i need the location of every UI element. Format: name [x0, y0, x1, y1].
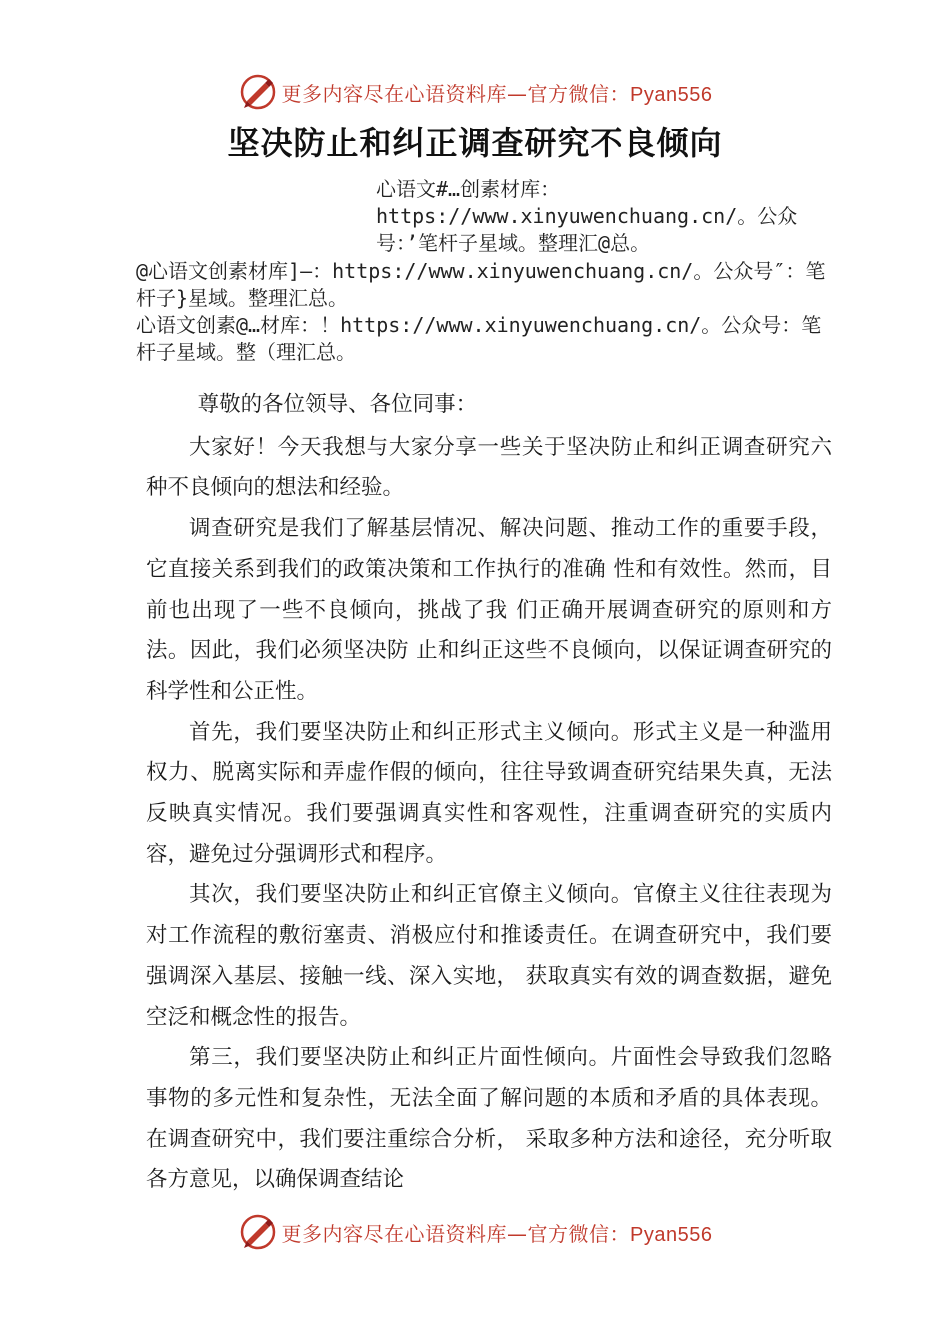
header-banner: [0, 72, 950, 112]
source-note: @心语文创素材库]—：https://www.xinyuwenchuang.cn/。公众号″：笔杆子}星域。整理汇总。: [136, 259, 826, 310]
paragraph: 首先，我们要坚决防止和纠正形式主义倾向。形式主义是一种滥用权力、脱离实际和弄虚作假的倾向，往往导致调查研究结果失真，无法反映真实情况。我们要强调真实性和客观性，注重调查研究的实质内容，避免过分强调形式和程序。: [146, 719, 832, 867]
source-note: 心语文#…创素材库：https://www.xinyuwenchuang.cn/。公众号：’笔杆子星域。整理汇@总。: [376, 177, 798, 255]
document-body: [146, 385, 832, 1201]
greeting: 尊敬的各位领导、各位同事：: [197, 392, 478, 417]
banner-text: 更多内容尽在心语资料库—官方微信：Pyan556: [281, 81, 713, 106]
paragraph: 其次，我们要坚决防止和纠正官僚主义倾向。官僚主义往往表现为对工作流程的敷衍塞责、消极应付和推诿责任。在调查研究中，我们要强调深入基层、接触一线、深入实地， 获取真实有效的调查数据，避免空泛和概念性的报告。: [146, 882, 832, 1030]
document-title: 坚决防止和纠正调查研究不良倾向: [227, 124, 723, 162]
footer-banner: [0, 1212, 950, 1252]
paragraph: 大家好！今天我想与大家分享一些关于坚决防止和纠正调查研究六种不良倾向的想法和经验。: [146, 434, 832, 501]
paragraph: 调查研究是我们了解基层情况、解决问题、推动工作的重要手段，它直接关系到我们的政策决策和工作执行的准确 性和有效性。然而，目前也出现了一些不良倾向，挑战了我 们正确开展调查研究的原则和方法。因此，我们必须坚决防 止和纠正这些不良倾向，以保证调查研究的科学性和公正性。: [146, 516, 832, 704]
pen-logo-icon: [238, 1212, 278, 1252]
paragraph: 第三，我们要坚决防止和纠正片面性倾向。片面性会导致我们忽略事物的多元性和复杂性，无法全面了解问题的本质和矛盾的具体表现。在调查研究中，我们要注重综合分析， 采取多种方法和途径，充分听取各方意见，以确保调查结论: [146, 1045, 832, 1193]
source-note: 心语文创素@…材库：！https://www.xinyuwenchuang.cn/。公众号：笔杆子星域。整（理汇总。: [136, 313, 822, 364]
pen-logo-icon: [238, 72, 278, 112]
banner-text: 更多内容尽在心语资料库—官方微信：Pyan556: [281, 1221, 713, 1246]
